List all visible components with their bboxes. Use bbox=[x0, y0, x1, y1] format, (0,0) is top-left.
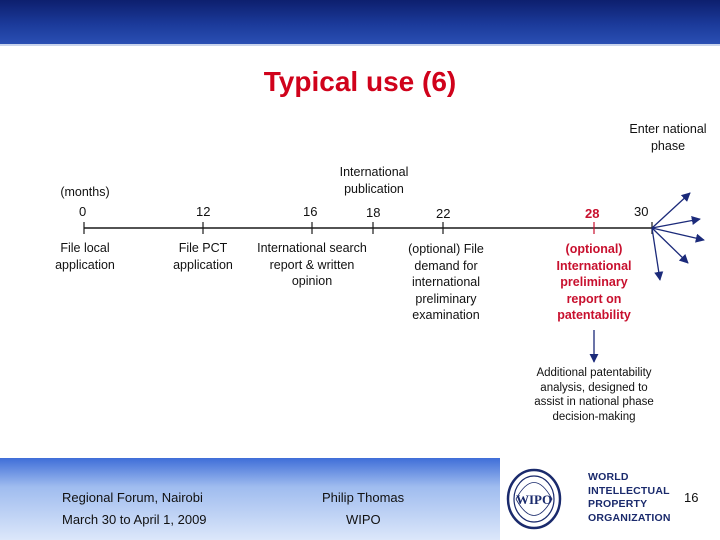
months-label: (months) bbox=[60, 185, 110, 199]
tick-label-12: 12 bbox=[196, 204, 211, 219]
enter-national-phase-label: Enter national phase bbox=[629, 122, 707, 153]
national-phase-arrow bbox=[652, 228, 688, 263]
national-phase-arrow bbox=[652, 219, 700, 228]
footer-dates: March 30 to April 1, 2009 bbox=[62, 512, 207, 527]
search-report-label: International search report & written opinion bbox=[257, 241, 367, 288]
tick-label-0: 0 bbox=[79, 204, 87, 219]
footer bbox=[0, 458, 720, 540]
footer-organization: WIPO bbox=[346, 512, 381, 527]
footer-event: Regional Forum, Nairobi bbox=[62, 490, 203, 505]
tick-label-18: 18 bbox=[366, 205, 381, 220]
file-pct-label: File PCT application bbox=[173, 241, 233, 272]
note-text: Additional patentability analysis, designed to assist in national phase decision-making bbox=[534, 367, 654, 423]
tick-label-22: 22 bbox=[436, 206, 451, 221]
wipo-wordmark: WORLD INTELLECTUAL PROPERTY ORGANIZATION bbox=[588, 471, 671, 524]
national-phase-arrow bbox=[652, 228, 704, 240]
slide-title: Typical use (6) bbox=[263, 66, 457, 97]
tick-label-28: 28 bbox=[585, 206, 600, 221]
iprp-label: (optional) International preliminary report on patentability bbox=[556, 242, 632, 322]
tick-label-16: 16 bbox=[303, 204, 318, 219]
national-phase-arrow bbox=[652, 228, 660, 280]
footer-presenter: Philip Thomas bbox=[322, 490, 405, 505]
publication-label: International publication bbox=[339, 165, 409, 196]
page-number: 16 bbox=[684, 490, 699, 505]
svg-text:WIPO: WIPO bbox=[515, 492, 553, 507]
wipo-emblem bbox=[506, 468, 562, 530]
tick-label-30: 30 bbox=[634, 204, 649, 219]
file-local-label: File local application bbox=[55, 241, 115, 272]
demand-label: (optional) File demand for international preliminary examination bbox=[408, 242, 484, 322]
national-phase-arrow bbox=[652, 193, 690, 228]
